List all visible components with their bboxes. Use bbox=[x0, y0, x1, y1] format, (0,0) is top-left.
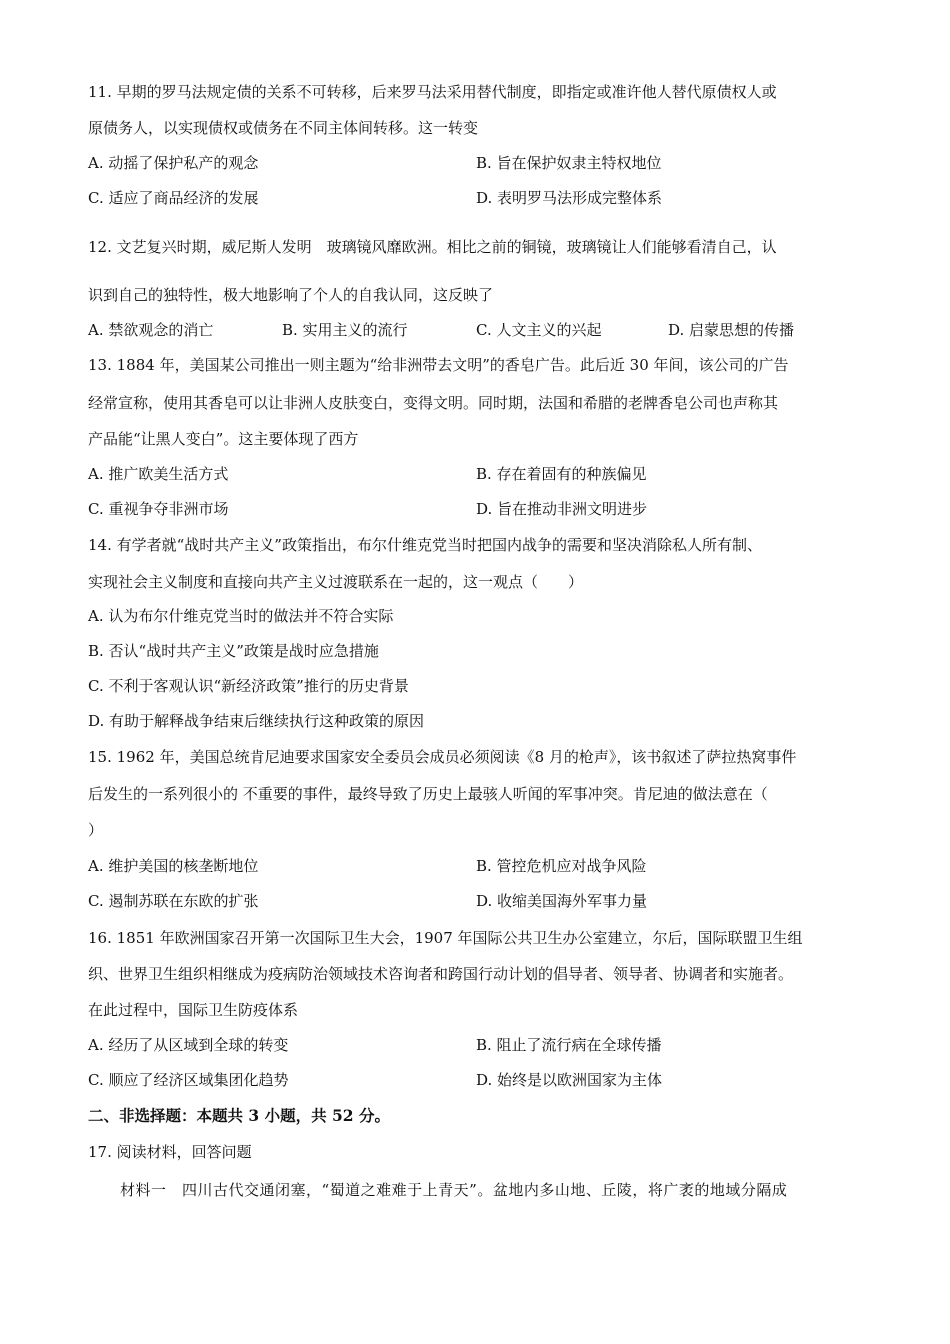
q11-option-a[interactable]: A. 动摇了保护私产的观念 bbox=[88, 154, 259, 172]
q17-stem: 17. 阅读材料，回答问题 bbox=[88, 1143, 252, 1161]
q15-option-a[interactable]: A. 维护美国的核垄断地位 bbox=[88, 857, 259, 875]
q13-stem-line1: 13. 1884 年，美国某公司推出一则主题为“给非洲带去文明”的香皂广告。此后近 30 年间，该公司的广告 bbox=[88, 356, 789, 374]
q15-option-d[interactable]: D. 收缩美国海外军事力量 bbox=[476, 892, 648, 910]
q15-stem-line1: 15. 1962 年，美国总统肯尼迪要求国家安全委员会成员必须阅读《8 月的枪声》，该书叙述了萨拉热窝事件 bbox=[88, 748, 797, 766]
q12-stem-line2: 识到自己的独特性，极大地影响了个人的自我认同，这反映了 bbox=[88, 286, 494, 304]
q15-stem-line3: ） bbox=[88, 821, 104, 839]
q11-stem-line2: 原债务人，以实现债权或债务在不同主体间转移。这一转变 bbox=[88, 119, 479, 137]
q16-option-d[interactable]: D. 始终是以欧洲国家为主体 bbox=[476, 1071, 663, 1089]
q14-stem-line1: 14. 有学者就“战时共产主义”政策指出，布尔什维克党当时把国内战争的需要和坚决消除私人所有制、 bbox=[88, 536, 762, 554]
q11-stem-line1: 11. 早期的罗马法规定债的关系不可转移，后来罗马法采用替代制度，即指定或准许他人替代原债权人或 bbox=[88, 83, 777, 101]
q13-stem-line3: 产品能“让黑人变白”。这主要体现了西方 bbox=[88, 430, 359, 448]
q11-option-b[interactable]: B. 旨在保护奴隶主特权地位 bbox=[476, 154, 662, 172]
q14-option-d[interactable]: D. 有助于解释战争结束后继续执行这种政策的原因 bbox=[88, 712, 425, 730]
q13-option-d[interactable]: D. 旨在推动非洲文明进步 bbox=[476, 500, 648, 518]
section2-heading: 二、非选择题：本题共 3 小题，共 52 分。 bbox=[88, 1106, 390, 1125]
q16-option-b[interactable]: B. 阻止了流行病在全球传播 bbox=[476, 1036, 662, 1054]
q11-option-c[interactable]: C. 适应了商品经济的发展 bbox=[88, 189, 259, 207]
q12-stem-line1: 12. 文艺复兴时期，威尼斯人发明 玻璃镜风靡欧洲。相比之前的铜镜，玻璃镜让人们能够看清自己，认 bbox=[88, 238, 777, 256]
q16-stem-line2: 织、世界卫生组织相继成为疫病防治领域技术咨询者和跨国行动计划的倡导者、领导者、协调者和实施者。 bbox=[88, 965, 794, 983]
q13-option-c[interactable]: C. 重视争夺非洲市场 bbox=[88, 500, 229, 518]
q12-option-c[interactable]: C. 人文主义的兴起 bbox=[476, 321, 602, 339]
q13-stem-line2: 经常宣称，使用其香皂可以让非洲人皮肤变白，变得文明。同时期，法国和希腊的老牌香皂公司也声称其 bbox=[88, 394, 779, 412]
q11-option-d[interactable]: D. 表明罗马法形成完整体系 bbox=[476, 189, 663, 207]
q15-option-c[interactable]: C. 遏制苏联在东欧的扩张 bbox=[88, 892, 259, 910]
q14-option-a[interactable]: A. 认为布尔什维克党当时的做法并不符合实际 bbox=[88, 607, 394, 625]
q16-stem-line1: 16. 1851 年欧洲国家召开第一次国际卫生大会，1907 年国际公共卫生办公室建立，尔后，国际联盟卫生组 bbox=[88, 929, 803, 947]
q12-option-a[interactable]: A. 禁欲观念的消亡 bbox=[88, 321, 214, 339]
q14-option-c[interactable]: C. 不利于客观认识“新经济政策”推行的历史背景 bbox=[88, 677, 409, 695]
q16-option-a[interactable]: A. 经历了从区域到全球的转变 bbox=[88, 1036, 289, 1054]
q17-material1: 材料一 四川古代交通闭塞，“蜀道之难难于上青天”。盆地内多山地、丘陵，将广袤的地域分隔成 bbox=[120, 1181, 788, 1199]
q15-stem-line2: 后发生的一系列很小的 不重要的事件，最终导致了历史上最骇人听闻的军事冲突。肯尼迪的做法意在（ bbox=[88, 785, 768, 803]
q14-option-b[interactable]: B. 否认“战时共产主义”政策是战时应急措施 bbox=[88, 642, 379, 660]
q15-option-b[interactable]: B. 管控危机应对战争风险 bbox=[476, 857, 647, 875]
q13-option-a[interactable]: A. 推广欧美生活方式 bbox=[88, 465, 229, 483]
q13-option-b[interactable]: B. 存在着固有的种族偏见 bbox=[476, 465, 647, 483]
q16-stem-line3: 在此过程中，国际卫生防疫体系 bbox=[88, 1001, 299, 1019]
q12-option-d[interactable]: D. 启蒙思想的传播 bbox=[668, 321, 795, 339]
q12-option-b[interactable]: B. 实用主义的流行 bbox=[282, 321, 408, 339]
q16-option-c[interactable]: C. 顺应了经济区域集团化趋势 bbox=[88, 1071, 289, 1089]
q14-stem-line2: 实现社会主义制度和直接向共产主义过渡联系在一起的，这一观点（ ） bbox=[88, 573, 584, 591]
